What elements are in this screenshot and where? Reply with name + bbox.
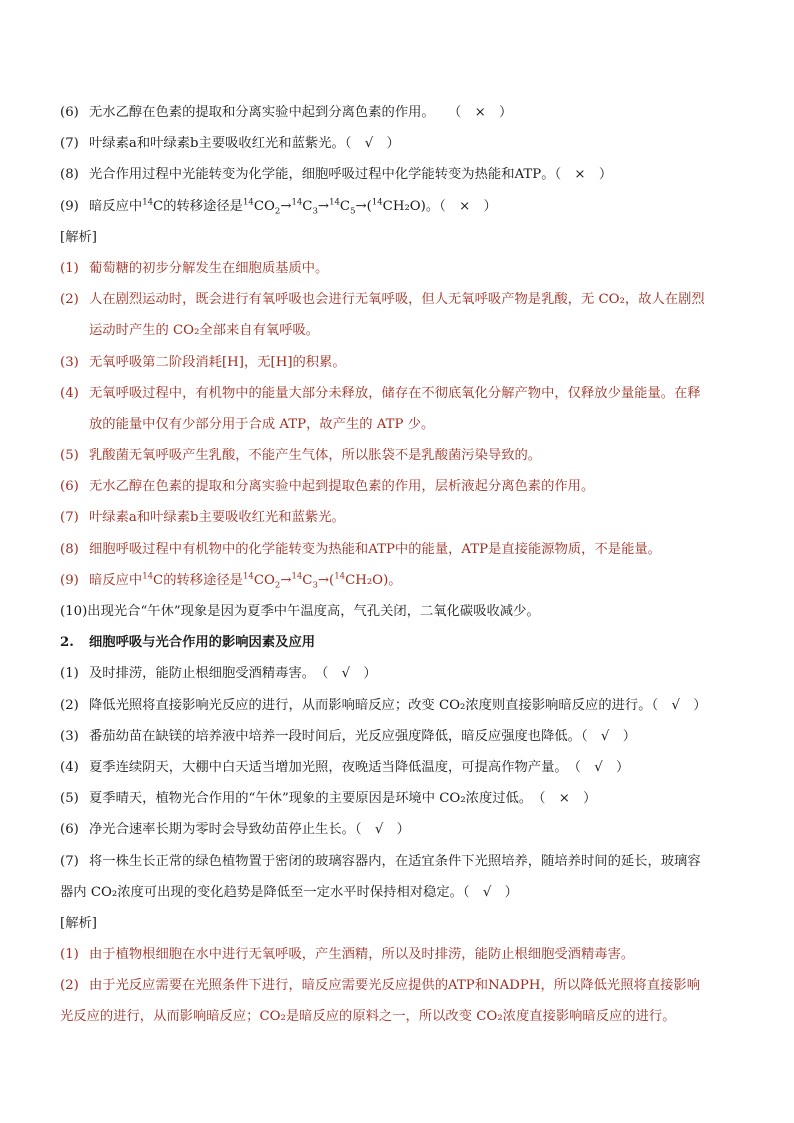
item-text: 番茄幼苗在缺镁的培养液中培养一段时间后，光反应强度降低，暗反应强度也降低。（ √ ） <box>89 728 636 744</box>
question-item: (9) 暗反应中$^{14}$C的转移途径是$^{14}CO_2\to^{14}C_3\to^{14}C_5\to(^{14}CH_2O)$。（ × ） <box>60 191 742 222</box>
item-text: 无水乙醇在色素的提取和分离实验中起到提取色素的作用，层析液起分离色素的作用。 <box>89 479 595 495</box>
analysis-item <box>60 347 742 378</box>
item-text: 将一株生长正常的绿色植物置于密闭的玻璃容器内，在适宜条件下光照培养，随培养时间的延长，玻璃容 <box>89 853 701 869</box>
item-text: 降低光照将直接影响光反应的进行，从而影响暗反应；改变 CO₂浓度则直接影响暗反应的进行。（ √ ） <box>89 697 707 713</box>
analysis-item <box>60 440 742 471</box>
item-number: (4) <box>60 385 79 401</box>
item-text-mid: C的转移途径是 <box>153 198 243 214</box>
item-number: (3) <box>60 354 79 370</box>
question-item <box>60 690 742 721</box>
analysis-item <box>60 939 742 970</box>
analysis-item <box>60 534 742 565</box>
question-item <box>60 97 742 128</box>
item-number: (5) <box>60 791 79 807</box>
analysis-item <box>60 970 742 1001</box>
item-text-mid: C的转移途径是 <box>153 572 243 588</box>
question-item <box>60 128 742 159</box>
question-item-continuation: 器内 CO₂浓度可出现的变化趋势是降低至一定水平时保持相对稳定。（ √ ） <box>60 884 518 900</box>
item-number: (2) <box>60 292 79 308</box>
item-text: 人在剧烈运动时，既会进行有氧呼吸也会进行无氧呼吸，但人无氧呼吸产物是乳酸，无 CO₂，故人在剧烈 <box>89 292 705 308</box>
analysis-item <box>60 284 742 315</box>
analysis-item <box>60 253 742 284</box>
question-item <box>60 814 742 845</box>
section-number: 2. <box>60 635 74 651</box>
item-text: 叶绿素a和叶绿素b主要吸收红光和蓝紫光。 <box>89 510 345 526</box>
item-number: (10) <box>60 604 88 619</box>
item-text: 及时排涝，能防止根细胞受酒精毒害。 （ √ ） <box>89 666 377 682</box>
item-number: (1) <box>60 947 79 963</box>
item-text: 无氧呼吸第二阶段消耗[H]，无[H]的积累。 <box>89 354 346 370</box>
item-text: 出现光合“午休”现象是因为夏季中午温度高，气孔关闭，二氧化碳吸收减少。 <box>87 604 540 619</box>
item-text: 细胞呼吸过程中有机物中的化学能转变为热能和ATP中的能量，ATP是直接能源物质，不是能量。 <box>89 541 661 557</box>
item-text-pre: 暗反应中 <box>89 572 143 588</box>
item-text-post: CH₂O)。 <box>345 572 402 588</box>
analysis-item-continuation: 光反应的进行，从而影响暗反应；CO₂是暗反应的原料之一，所以改变 CO₂浓度直接影响暗反应的进行。 <box>60 1009 676 1025</box>
analysis-label: [解析] <box>60 229 97 245</box>
item-number: (8) <box>60 541 79 557</box>
analysis-item: (9) 暗反应中$^{14}$C的转移途径是$^{14}CO_2\to^{14}C_3\to(^{14}CH_2O)$。 <box>60 565 742 596</box>
question-item <box>60 159 742 190</box>
item-text-post: CH₂O)。（ × ） <box>382 198 497 214</box>
analysis-item <box>60 596 742 627</box>
document-page <box>60 97 742 1033</box>
item-text: 由于光反应需要在光照条件下进行，暗反应需要光反应提供的ATP和NADPH，所以降低光照将直接影响 <box>89 978 701 994</box>
item-text: 光合作用过程中光能转变为化学能，细胞呼吸过程中化学能转变为热能和ATP。（ × ） <box>89 167 613 183</box>
item-number: (9) <box>60 198 79 214</box>
analysis-item-continuation: 运动时产生的 CO₂全部来自有氧呼吸。 <box>89 323 320 339</box>
item-number: (5) <box>60 448 79 464</box>
item-number: (9) <box>60 572 79 588</box>
item-number: (6) <box>60 822 79 838</box>
section-heading <box>60 627 742 658</box>
item-number: (8) <box>60 167 79 183</box>
item-number: (1) <box>60 666 79 682</box>
analysis-label: [解析] <box>60 915 97 931</box>
item-text: 乳酸菌无氧呼吸产生乳酸，不能产生气体，所以胀袋不是乳酸菌污染导致的。 <box>89 448 542 464</box>
item-number: (6) <box>60 105 79 120</box>
question-item <box>60 752 742 783</box>
item-number: (2) <box>60 697 79 713</box>
analysis-item <box>60 378 742 409</box>
item-text: 葡萄糖的初步分解发生在细胞质基质中。 <box>89 260 329 276</box>
question-item <box>60 658 742 689</box>
analysis-item-continuation: 放的能量中仅有少部分用于合成 ATP，故产生的 ATP 少。 <box>89 416 435 432</box>
question-item <box>60 783 742 814</box>
item-number: (7) <box>60 510 79 526</box>
item-number: (4) <box>60 759 79 775</box>
item-text: 由于植物根细胞在水中进行无氧呼吸，产生酒精，所以及时排涝，能防止根细胞受酒精毒害。 <box>89 947 635 963</box>
item-text: 夏季晴天，植物光合作用的“午休”现象的主要原因是环境中 CO₂浓度过低。 （ × ） <box>89 791 597 807</box>
item-text: 净光合速率长期为零时会导致幼苗停止生长。（ √ ） <box>89 822 410 838</box>
section-title: 细胞呼吸与光合作用的影响因素及应用 <box>89 635 316 651</box>
item-number: (7) <box>60 136 79 152</box>
item-text: 夏季连续阴天，大棚中白天适当增加光照，夜晚适当降低温度，可提高作物产量。 （ √ ） <box>89 759 630 775</box>
analysis-item <box>60 502 742 533</box>
item-number: (6) <box>60 479 79 495</box>
question-item <box>60 846 742 877</box>
item-number: (7) <box>60 853 79 869</box>
item-number: (1) <box>60 260 79 276</box>
analysis-item <box>60 471 742 502</box>
item-number: (3) <box>60 728 79 744</box>
item-text-pre: 暗反应中 <box>89 198 143 214</box>
question-item <box>60 721 742 752</box>
item-text: 叶绿素a和叶绿素b主要吸收红光和蓝紫光。（ √ ） <box>89 136 400 152</box>
item-number: (2) <box>60 978 79 994</box>
item-text: 无氧呼吸过程中，有机物中的能量大部分未释放，储存在不彻底氧化分解产物中，仅释放少量能量。在释 <box>89 385 701 401</box>
item-text: 无水乙醇在色素的提取和分离实验中起到分离色素的作用。 （ × ） <box>89 105 513 120</box>
